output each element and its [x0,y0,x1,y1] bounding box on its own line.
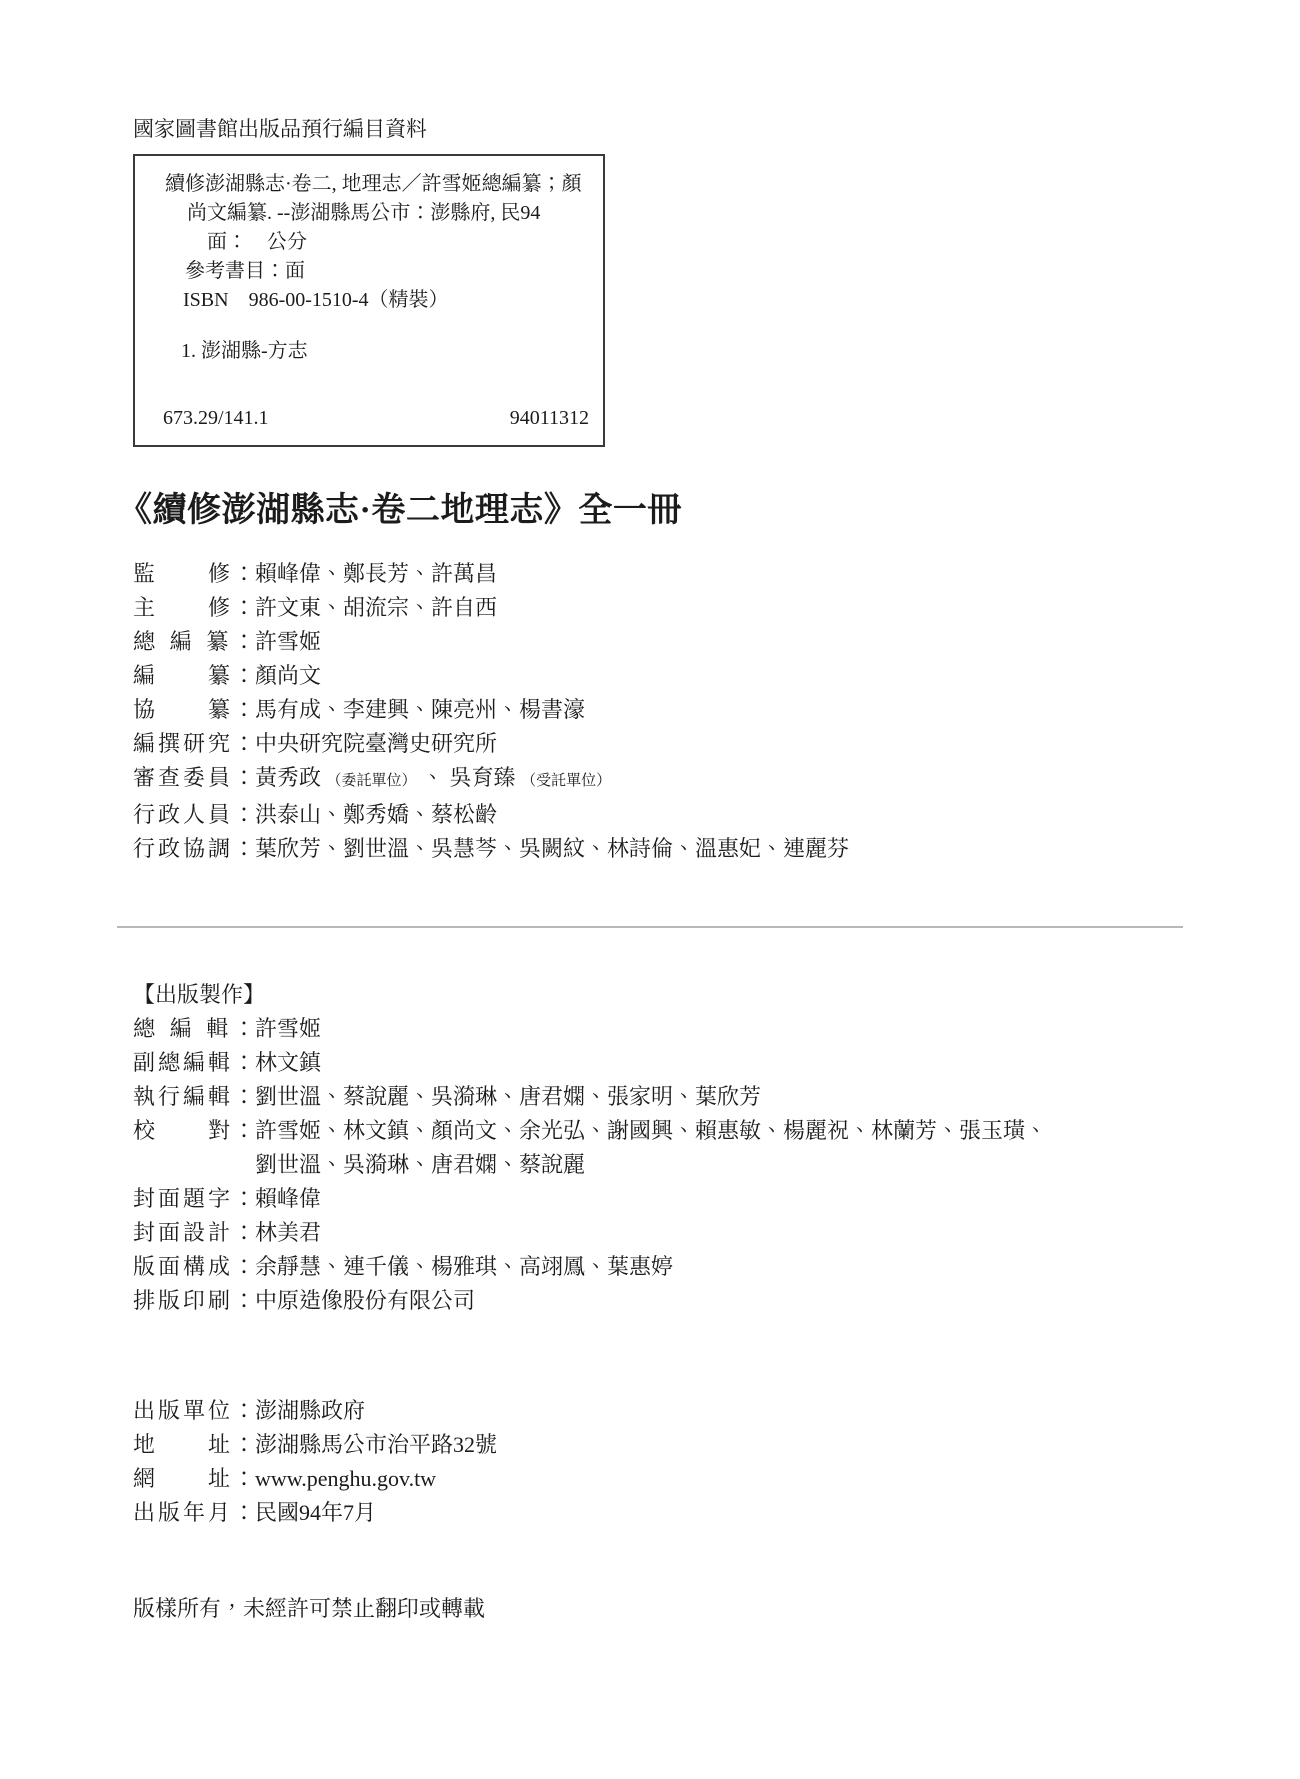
credit-label: 審查委員： [133,765,255,790]
production-value [255,1114,1193,1182]
credit-value: 洪泰山、鄭秀嬌、蔡松齡 [255,802,498,827]
production-row-cover-design [133,1216,1193,1250]
credit-label: 行政人員： [133,802,255,827]
production-label: 封面設計： [133,1220,255,1245]
credit-row-chief-compiler [133,625,1193,659]
cip-call-number: 673.29/141.1 [163,407,269,429]
production-row-cover-calligraphy [133,1182,1193,1216]
reviewer-name: 吳育臻 [449,765,516,790]
publisher-label: 出版年月： [133,1500,255,1525]
credit-label: 協 纂： [133,697,255,722]
credits-list [133,557,1193,866]
publisher-label: 網 址： [133,1466,255,1491]
publisher-value: 民國94年7月 [255,1500,377,1525]
cip-title-line-1: 續修澎湖縣志·卷二, 地理志／許雪姬總編纂；顏 [165,173,582,195]
credit-label: 編撰研究： [133,731,255,756]
production-value: 賴峰偉 [255,1186,322,1211]
production-row-layout-composition [133,1250,1193,1284]
credit-value: 葉欣芳、劉世溫、吳慧芩、吳闕紋、林詩倫、溫惠妃、連麗芬 [255,836,850,861]
publisher-label: 地 址： [133,1432,255,1457]
cip-physical-description: 面： 公分 [207,231,307,253]
cip-bottom-row [135,404,603,433]
credit-row-review-committee [133,761,1193,798]
production-label: 排版印刷： [133,1288,255,1313]
production-value: 許雪姬 [255,1016,322,1041]
cip-subject-heading: 1. 澎湖縣-方志 [181,340,308,362]
production-list [133,1012,1193,1318]
publisher-section [133,1394,1193,1530]
production-row-typesetting-printing [133,1284,1193,1318]
cip-title-line-2: 尚文編纂. --澎湖縣馬公市：澎縣府, 民94 [187,202,541,224]
production-value: 余靜慧、連千儀、楊雅琪、高翊鳳、葉惠婷 [255,1254,674,1279]
credit-row-chief-revisers [133,591,1193,625]
reviewer-separator: 、 [422,765,445,790]
publisher-label: 出版單位： [133,1398,255,1423]
production-value: 中原造像股份有限公司 [255,1288,476,1313]
credit-row-research-institute [133,727,1193,761]
cip-bibliography-note: 參考書目：面 [185,260,305,282]
production-label: 校 對： [133,1118,255,1143]
credit-row-compiler [133,659,1193,693]
copyright-notice: 版樣所有，未經許可禁止翻印或轉載 [133,1596,486,1621]
cip-record-number: 94011312 [509,407,589,429]
credit-value: 許雪姬 [255,629,322,654]
production-row-executive-editors [133,1080,1193,1114]
reviewer-note: （委託單位） [326,773,417,789]
production-value: 林文鎮 [255,1050,322,1075]
production-value: 劉世溫、蔡說麗、吳漪琳、唐君嫻、張家明、葉欣芳 [255,1084,762,1109]
production-row-editor-in-chief [133,1012,1193,1046]
production-label: 封面題字： [133,1186,255,1211]
publisher-value: www.penghu.gov.tw [255,1466,437,1491]
publisher-row-website [133,1462,1193,1496]
credit-value: 中央研究院臺灣史研究所 [255,731,498,756]
production-row-deputy-editor [133,1046,1193,1080]
credit-row-co-compilers [133,693,1193,727]
production-label: 總 編 輯： [133,1016,255,1041]
reviewer-note: （受託單位） [521,773,612,789]
credit-value: 賴峰偉、鄭長芳、許萬昌 [255,561,498,586]
production-value: 林美君 [255,1220,322,1245]
credit-label: 編 纂： [133,663,255,688]
page-content [118,116,1193,1626]
book-title: 《續修澎湖縣志·卷二地理志》全一冊 [118,492,682,529]
reviewer-name: 黃秀政 [255,765,322,790]
credit-label: 主 修： [133,595,255,620]
credit-label: 總 編 纂： [133,629,255,654]
publisher-row-publication-date [133,1496,1193,1530]
section-divider [117,926,1183,928]
production-label: 版面構成： [133,1254,255,1279]
production-section-heading: 【出版製作】 [133,982,266,1007]
credit-value: 顏尚文 [255,663,322,688]
proofreaders-line-1: 許雪姬、林文鎮、顏尚文、余光弘、謝國興、賴惠敏、楊麗祝、林蘭芳、張玉璜、 [255,1118,1048,1143]
production-row-proofreaders [133,1114,1193,1182]
credit-value: 許文東、胡流宗、許自西 [255,595,498,620]
cip-box [133,154,605,447]
cip-heading: 國家圖書館出版品預行編目資料 [133,117,427,141]
credit-label: 監 修： [133,561,255,586]
publisher-row-organization [133,1394,1193,1428]
production-label: 副總編輯： [133,1050,255,1075]
publisher-value: 澎湖縣馬公市治平路32號 [255,1432,498,1457]
credit-row-administrative-staff [133,798,1193,832]
publisher-value: 澎湖縣政府 [255,1398,366,1423]
publisher-row-address [133,1428,1193,1462]
credit-value [255,761,1193,798]
proofreaders-line-2: 劉世溫、吳漪琳、唐君嫻、蔡說麗 [255,1152,586,1177]
cip-isbn: ISBN 986-00-1510-4（精裝） [183,289,449,311]
credit-label: 行政協調： [133,836,255,861]
credit-row-supervisors [133,557,1193,591]
credit-value: 馬有成、李建興、陳亮州、楊書濠 [255,697,586,722]
production-label: 執行編輯： [133,1084,255,1109]
credit-row-administrative-coordination [133,832,1193,866]
